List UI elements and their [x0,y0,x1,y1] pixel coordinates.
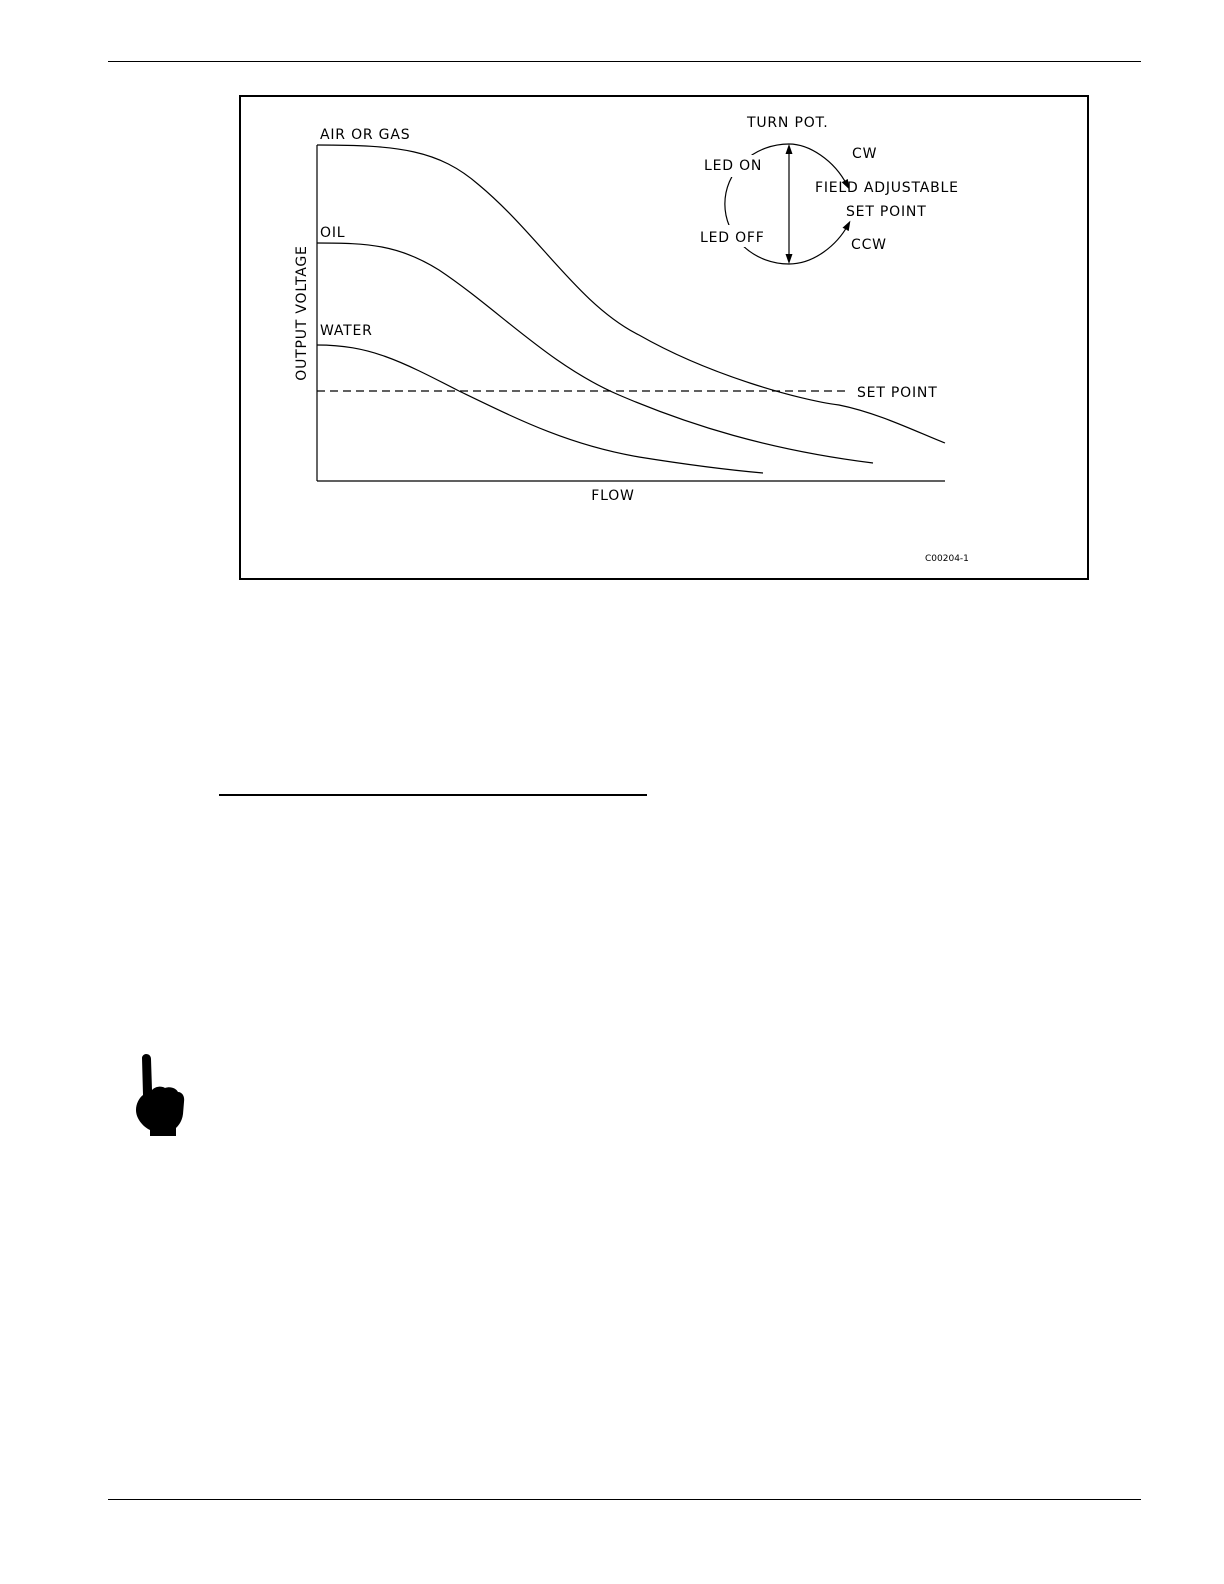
pot-set-point-label: SET POINT [846,204,927,220]
pot-arc-ccw [789,225,848,264]
oil-curve [317,243,873,463]
field-adjustable-label: FIELD ADJUSTABLE [815,180,959,196]
potentiometer-diagram [697,115,959,264]
output-voltage-vs-flow-figure [239,95,1089,580]
y-axis-label: OUTPUT VOLTAGE [294,245,310,381]
water-label: WATER [320,323,373,339]
turn-pot-label: TURN POT. [747,115,829,131]
led-on-label: LED ON [704,158,763,174]
set-point-label: SET POINT [857,385,938,401]
ccw-label: CCW [851,237,887,253]
pointing-hand-icon [132,1052,188,1138]
header-rule [108,61,1141,62]
water-curve [317,345,763,473]
led-off-label: LED OFF [700,230,765,246]
air-or-gas-label: AIR OR GAS [320,127,411,143]
oil-label: OIL [320,225,346,241]
x-axis-label: FLOW [591,488,635,504]
footer-rule [108,1499,1141,1500]
cw-label: CW [852,146,878,162]
pot-arc-cw [789,144,847,185]
section-rule [219,794,647,796]
figure-code: C00204-1 [925,554,969,564]
